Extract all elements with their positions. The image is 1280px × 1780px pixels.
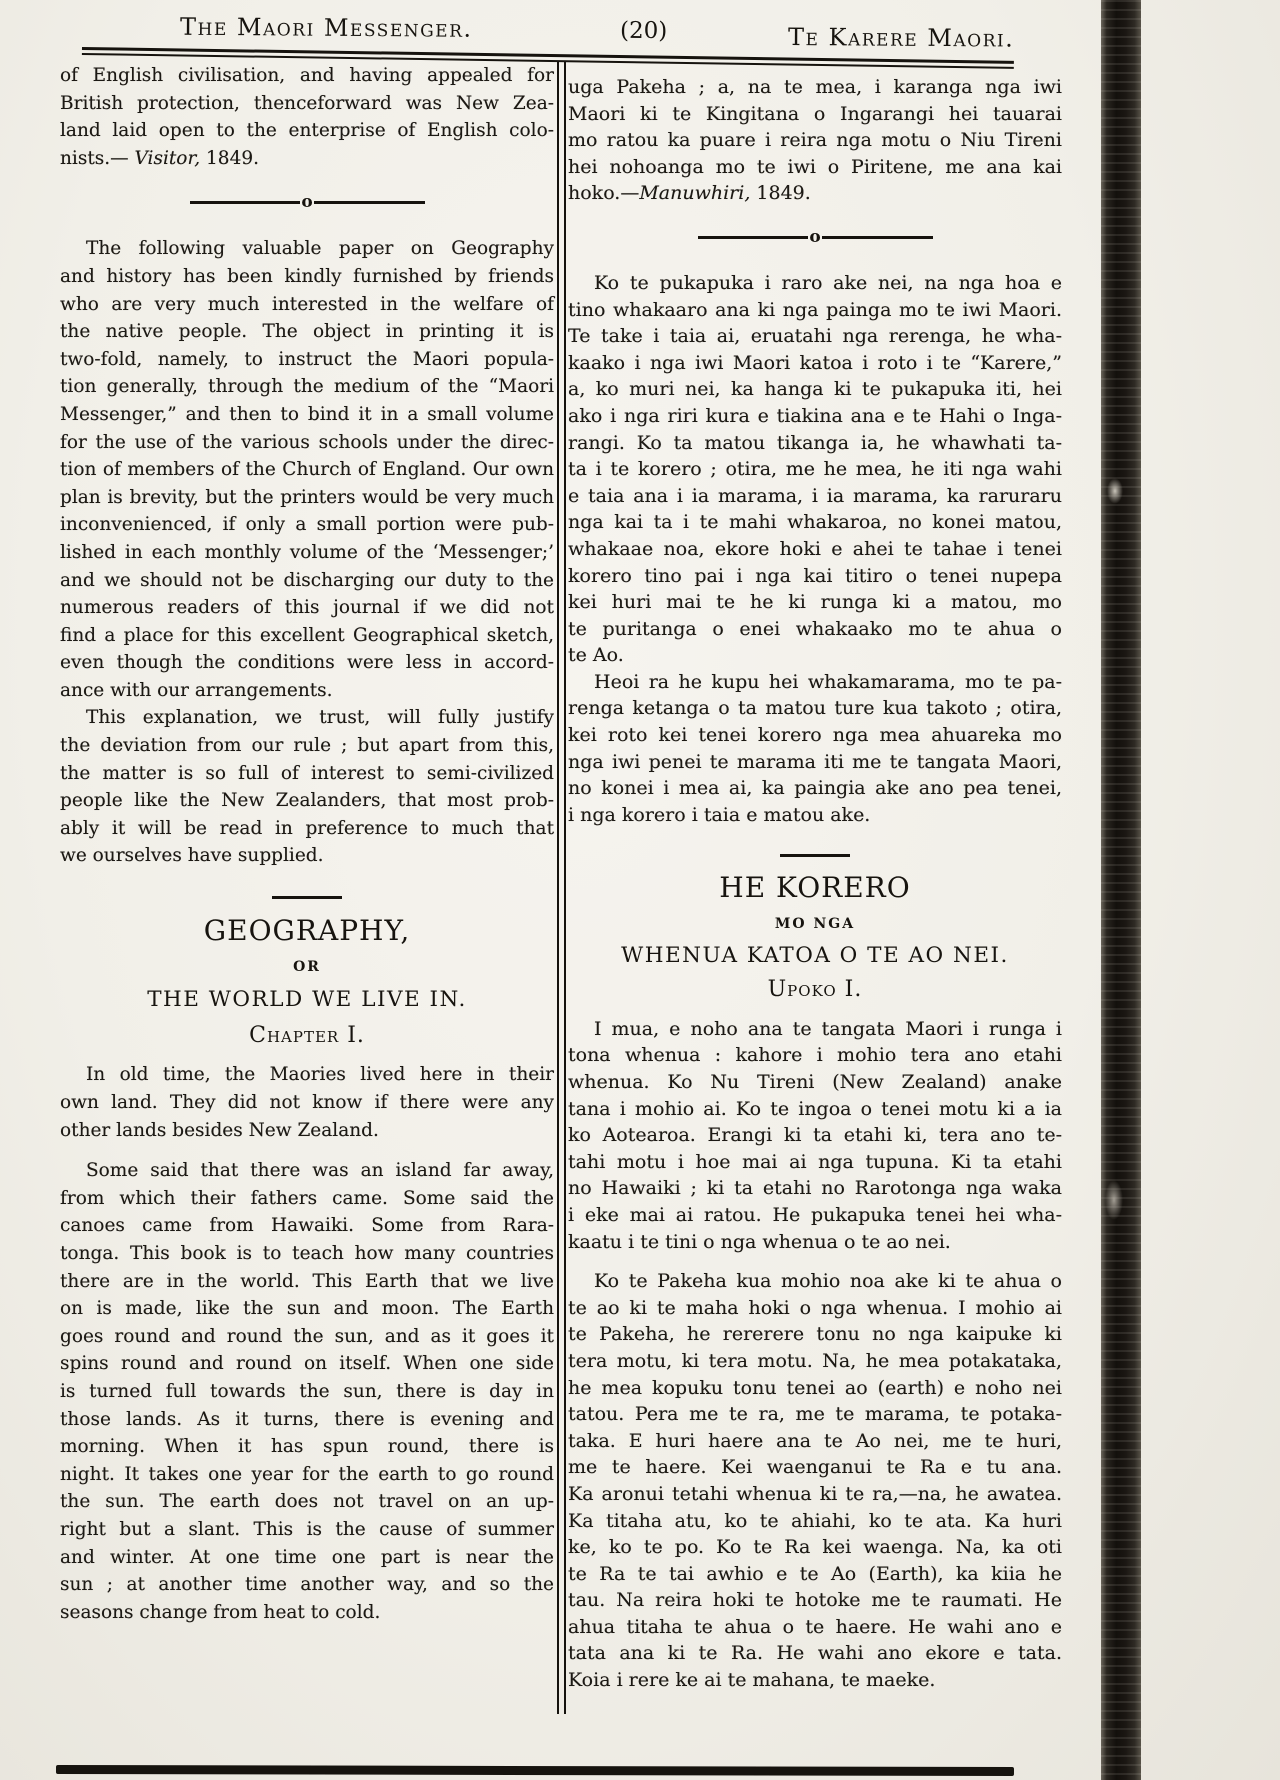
divider-bar [822,236,933,239]
paragraph-english-chapter-1: In old time, the Maories lived here in their own land. They did not know if there were any other lands besides New Zealand. [60,1064,554,1141]
heading-subtitle: THE WORLD WE LIVE IN. [147,987,467,1013]
paragraph-english-continuation: of English civilisation, and having appealed for British protection, thenceforward was New Zea- land laid open to the enterprise of English colo- nists.— Visitor, 1849. [60,65,554,169]
heading-title: HE KORERO [719,871,911,905]
paragraph-maori-chapter-1: I mua, e noho ana te tangata Maori i runga i tona whenua : kahore i mohio tera ano etahi whenua. Ko Nu Tireni (New Zealand) anake tana i mohio ai. Ko te ingoa o tenei motu ki a ia ko Aotearoa. Erangi ki ta etahi ki, tera ano te- tahi motu i hoe mai ai nga tupuna. Ki ta etahi no Hawaiki ; ki ta etahi no Rarotonga nga waka i eke mai ai ratou. He pukapuka tenei hei wha- kaatu i te tini o nga whenua o te ao nei. [568,1017,1062,1253]
paragraph-maori-intro-2: Heoi ra he kupu hei whakamarama, mo te pa- renga ketanga o ta matou ture kua takoto ; otira, kei roto kei tenei korero nga mea ahuareka mo nga iwi penei te marama iti me te tangata Maori, no konei i mea ai, ka paingia ake ano pea tenei, i nga korero i taia e matou ake. [568,670,1062,826]
divider-bar [190,201,301,204]
section-heading-geography [60,914,554,1049]
heading-chapter: Upoko I. [767,977,863,1003]
ornament-o: o [301,192,313,213]
divider-bar [314,201,425,204]
paragraph-maori-continuation: uga Pakeha ; a, na te mea, i karanga nga iwi Maori ki te Kingitana o Ingarangi hei tauarai mo ratou ka puare i reira nga motu o Niu Tireni hei nohoanga mo te iwi o Piritene, me ana kai hoko.—Manuwhiri, 1849. [568,76,1062,205]
heading-conjunction: OR [293,958,321,975]
ornament-divider [698,226,933,247]
scan-binding-shadow [1101,0,1141,1780]
masthead-page-number: (20) [619,17,668,45]
masthead-title-right: Te Karere Maori. [787,22,1015,53]
paragraph-english-chapter-2: Some said that there was an island far away, from which their fathers came. Some said the canoes came from Hawaiki. Some from Rara- tonga. This book is to teach how many countries there are in the world. This Earth that we live on is made, like the sun and moon. The Earth goes round and round the sun, and as it goes it spins round and round on itself. When one side is turned full towards the sun, there is day in those lands. As it turns, there is evening and morning. When it has spun round, there is night. It takes one year for the earth to go round the sun. The earth does not travel on an up- right but a slant. This is the cause of summer and winter. At one time one part is near the sun ; at another time another way, and so the seasons change from heat to cold. [60,1160,554,1623]
two-column-layout [60,62,1064,1714]
heading-chapter: Chapter I. [249,1022,365,1048]
section-divider [272,896,342,899]
ornament-o: o [809,226,821,247]
divider-bar [698,236,809,239]
paragraph-maori-chapter-2: Ko te Pakeha kua mohio noa ake ki te ahua o te ao ki te maha hoki o nga whenua. I mohio ai te Pakeha, he rererere tonu no nga kaipuke ki tera motu, ki tera motu. Na, he mea potakataka, he mea kopuku tonu tenei ao (earth) e noho nei tatou. Pera me te ra, me te marama, te potaka- taka. E huri haere ana te Ao nei, me te huri, me te haere. Kei waenganui te Ra e tu ana. Ka aronui tetahi whenua ki te ra,—na, he awatea. Ka titaha atu, ko te ahiahi, ko te ata. Ka huri ke, ko te po. Ko te Ra kei waenga. Na, ka oti te Ra te tai awhio e te Ao (Earth), ka kiia he tau. Na reira hoki te hotoke me te raumati. He ahua titaha te ahua o te haere. He wahi ano e tata ana ki te Ra. He wahi ano ekore e tata. Koia i rere ke ai te mahana, te maeke. [568,1270,1062,1692]
maori-column [568,62,1062,1694]
paragraph-english-intro-1: The following valuable paper on Geography and history has been kindly furnished by friends who are very much interested in the welfare of the native people. The object in printing it is two-fold, namely, to instruct the Maori popula- tion generally, through the medium of the “Maori Messenger,” and then to bind it in a small volume for the use of the various schools under the direc- tion of members of the Church of England. Our own plan is brevity, but the printers would be very much inconvenienced, if only a small portion were pub- lished in each monthly volume of the ‘Messenger;’ and we should not be discharging our duty to the numerous readers of this journal if we did not find a place for this excellent Geographical sketch, even though the conditions were less in accord- ance with our arrangements. [60,238,554,701]
section-divider [780,854,850,857]
english-column [60,62,554,1626]
section-heading-he-korero [568,871,1062,1003]
heading-title: GEOGRAPHY, [203,914,411,948]
paragraph-english-intro-2: This explanation, we trust, will fully justify the deviation from our rule ; but apart from this, the matter is so full of interest to semi-civilized people like the New Zealanders, that most prob- ably it will be read in preference to much that we ourselves have supplied. [60,707,554,867]
masthead-title-left: The Maori Messenger. [179,12,473,43]
scan-bottom-edge [56,1765,1014,1776]
heading-conjunction: MO NGA [774,916,856,933]
paragraph-maori-intro-1: Ko te pukapuka i raro ake nei, na nga hoa e tino whakaaro ana ki nga painga mo te iwi Maori. Te take i taia ai, eruatahi nga rerenga, he wha- kaako i nga iwi Maori katoa i roto i te “Karere,” a, ko muri nei, ka hanga ki te pukapuka iti, hei ako i nga riri kura e tiakina ana e te Hahi o Inga- rangi. Ko ta matou tikanga ia, he whawhati ta- ta i te korero ; otira, me he mea, he iti nga wahi e taia ana i ia marama, i ia marama, ka raruraru nga kai ta i te mahi whakaroa, no konei matou, whakaae noa, ekore hoki e ahei te tahae i tenei korero tino pai i nga kai titiro o tenei nupepa kei huri mai te he ki runga ki a matou, mo te puritanga o enei whakaako mo te ahua o te Ao. [568,271,1062,667]
ornament-divider [190,194,425,211]
heading-subtitle: WHENUA KATOA O TE AO NEI. [621,942,1009,968]
column-divider-rule [557,62,566,1714]
